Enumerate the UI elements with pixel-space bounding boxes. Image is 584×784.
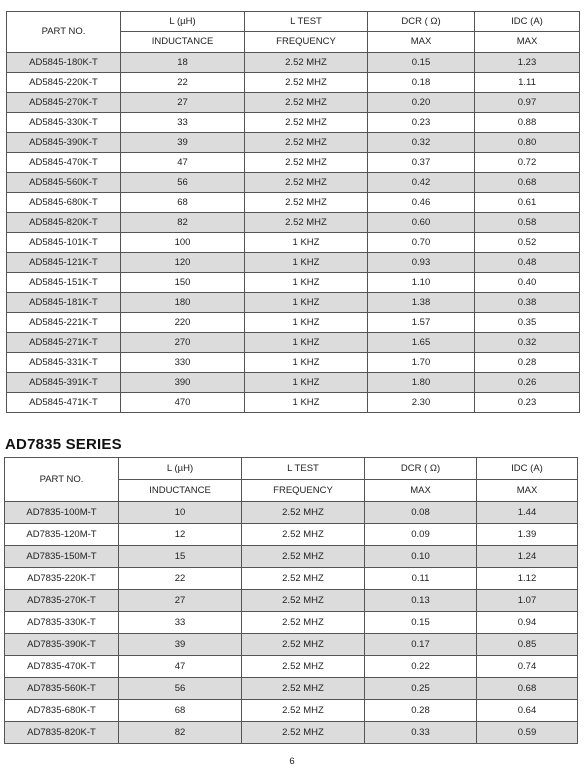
inductance-cell: 39 <box>121 133 245 153</box>
part-no-cell: AD5845-101K-T <box>7 233 121 253</box>
dcr-cell: 0.32 <box>368 133 475 153</box>
dcr-cell: 0.33 <box>365 722 477 744</box>
dcr-cell: 1.70 <box>368 353 475 373</box>
test-frequency-cell: 2.52 MHZ <box>242 656 365 678</box>
test-frequency-cell: 2.52 MHZ <box>245 213 368 233</box>
dcr-cell: 0.37 <box>368 153 475 173</box>
table-row <box>5 612 578 634</box>
inductance-cell: 27 <box>121 93 245 113</box>
part-no-cell: AD5845-180K-T <box>7 53 121 73</box>
test-frequency-cell: 1 KHZ <box>245 313 368 333</box>
table-row <box>7 213 580 233</box>
test-frequency-cell: 2.52 MHZ <box>242 590 365 612</box>
inductance-cell: 47 <box>121 153 245 173</box>
dcr-cell: 1.38 <box>368 293 475 313</box>
inductance-cell: 68 <box>121 193 245 213</box>
test-frequency-cell: 2.52 MHZ <box>242 634 365 656</box>
part-no-cell: AD5845-221K-T <box>7 313 121 333</box>
test-frequency-cell: 2.52 MHZ <box>245 173 368 193</box>
test-frequency-cell: 2.52 MHZ <box>245 193 368 213</box>
table-row <box>5 722 578 744</box>
table-row <box>5 524 578 546</box>
idc-cell: 0.88 <box>475 113 580 133</box>
table-row <box>7 73 580 93</box>
header-idc: IDC (A) <box>477 458 578 480</box>
ad5845-spec-table <box>6 11 580 413</box>
table-body <box>7 53 580 413</box>
dcr-cell: 0.23 <box>368 113 475 133</box>
part-no-cell: AD5845-270K-T <box>7 93 121 113</box>
header-part-no: PART NO. <box>5 458 119 502</box>
table-row <box>7 193 580 213</box>
table-row <box>7 293 580 313</box>
table-row <box>7 153 580 173</box>
inductance-cell: 47 <box>119 656 242 678</box>
inductance-cell: 120 <box>121 253 245 273</box>
inductance-cell: 10 <box>119 502 242 524</box>
test-frequency-cell: 2.52 MHZ <box>242 678 365 700</box>
idc-cell: 1.39 <box>477 524 578 546</box>
table-header <box>7 12 580 53</box>
test-frequency-cell: 1 KHZ <box>245 373 368 393</box>
part-no-cell: AD7835-120M-T <box>5 524 119 546</box>
inductance-cell: 27 <box>119 590 242 612</box>
subheader-frequency: FREQUENCY <box>242 480 365 502</box>
table-row <box>7 393 580 413</box>
part-no-cell: AD5845-271K-T <box>7 333 121 353</box>
dcr-cell: 0.09 <box>365 524 477 546</box>
inductance-cell: 22 <box>119 568 242 590</box>
part-no-cell: AD7835-150M-T <box>5 546 119 568</box>
idc-cell: 0.97 <box>475 93 580 113</box>
table-row <box>7 93 580 113</box>
part-no-cell: AD5845-330K-T <box>7 113 121 133</box>
test-frequency-cell: 2.52 MHZ <box>245 113 368 133</box>
part-no-cell: AD5845-470K-T <box>7 153 121 173</box>
part-no-cell: AD5845-391K-T <box>7 373 121 393</box>
test-frequency-cell: 1 KHZ <box>245 253 368 273</box>
test-frequency-cell: 2.52 MHZ <box>245 53 368 73</box>
idc-cell: 0.52 <box>475 233 580 253</box>
test-frequency-cell: 2.52 MHZ <box>242 524 365 546</box>
dcr-cell: 1.57 <box>368 313 475 333</box>
idc-cell: 1.12 <box>477 568 578 590</box>
idc-cell: 0.23 <box>475 393 580 413</box>
dcr-cell: 0.70 <box>368 233 475 253</box>
subheader-inductance: INDUCTANCE <box>121 32 245 53</box>
inductance-cell: 56 <box>121 173 245 193</box>
subheader-dcr-max: MAX <box>368 32 475 53</box>
idc-cell: 0.28 <box>475 353 580 373</box>
table-row <box>7 253 580 273</box>
table-row <box>7 53 580 73</box>
subheader-inductance: INDUCTANCE <box>119 480 242 502</box>
dcr-cell: 0.11 <box>365 568 477 590</box>
idc-cell: 0.59 <box>477 722 578 744</box>
idc-cell: 1.07 <box>477 590 578 612</box>
test-frequency-cell: 2.52 MHZ <box>245 93 368 113</box>
table-row <box>5 568 578 590</box>
test-frequency-cell: 2.52 MHZ <box>242 546 365 568</box>
dcr-cell: 0.15 <box>368 53 475 73</box>
dcr-cell: 0.46 <box>368 193 475 213</box>
dcr-cell: 0.60 <box>368 213 475 233</box>
table-row <box>7 113 580 133</box>
dcr-cell: 0.28 <box>365 700 477 722</box>
test-frequency-cell: 2.52 MHZ <box>245 153 368 173</box>
idc-cell: 0.61 <box>475 193 580 213</box>
table-row <box>7 313 580 333</box>
inductance-cell: 39 <box>119 634 242 656</box>
idc-cell: 0.80 <box>475 133 580 153</box>
part-no-cell: AD7835-330K-T <box>5 612 119 634</box>
table-header <box>5 458 578 502</box>
part-no-cell: AD7835-560K-T <box>5 678 119 700</box>
test-frequency-cell: 2.52 MHZ <box>242 568 365 590</box>
table-row <box>7 173 580 193</box>
part-no-cell: AD7835-390K-T <box>5 634 119 656</box>
part-no-cell: AD5845-220K-T <box>7 73 121 93</box>
idc-cell: 0.32 <box>475 333 580 353</box>
test-frequency-cell: 1 KHZ <box>245 333 368 353</box>
dcr-cell: 1.65 <box>368 333 475 353</box>
idc-cell: 0.40 <box>475 273 580 293</box>
inductance-cell: 15 <box>119 546 242 568</box>
part-no-cell: AD5845-680K-T <box>7 193 121 213</box>
test-frequency-cell: 1 KHZ <box>245 393 368 413</box>
test-frequency-cell: 2.52 MHZ <box>242 700 365 722</box>
part-no-cell: AD5845-390K-T <box>7 133 121 153</box>
dcr-cell: 0.93 <box>368 253 475 273</box>
test-frequency-cell: 1 KHZ <box>245 293 368 313</box>
dcr-cell: 0.42 <box>368 173 475 193</box>
inductance-cell: 33 <box>119 612 242 634</box>
inductance-cell: 470 <box>121 393 245 413</box>
subheader-frequency: FREQUENCY <box>245 32 368 53</box>
test-frequency-cell: 2.52 MHZ <box>245 133 368 153</box>
inductance-cell: 68 <box>119 700 242 722</box>
part-no-cell: AD7835-270K-T <box>5 590 119 612</box>
dcr-cell: 0.20 <box>368 93 475 113</box>
part-no-cell: AD5845-151K-T <box>7 273 121 293</box>
idc-cell: 0.35 <box>475 313 580 333</box>
table-row <box>5 590 578 612</box>
inductance-cell: 330 <box>121 353 245 373</box>
test-frequency-cell: 2.52 MHZ <box>245 73 368 93</box>
inductance-cell: 22 <box>121 73 245 93</box>
inductance-cell: 220 <box>121 313 245 333</box>
dcr-cell: 1.80 <box>368 373 475 393</box>
part-no-cell: AD7835-220K-T <box>5 568 119 590</box>
part-no-cell: AD7835-470K-T <box>5 656 119 678</box>
dcr-cell: 0.08 <box>365 502 477 524</box>
test-frequency-cell: 2.52 MHZ <box>242 502 365 524</box>
inductance-cell: 18 <box>121 53 245 73</box>
part-no-cell: AD5845-331K-T <box>7 353 121 373</box>
inductance-cell: 150 <box>121 273 245 293</box>
idc-cell: 1.24 <box>477 546 578 568</box>
inductance-cell: 100 <box>121 233 245 253</box>
part-no-cell: AD7835-100M-T <box>5 502 119 524</box>
header-part-no: PART NO. <box>7 12 121 53</box>
table-row <box>5 700 578 722</box>
dcr-cell: 1.10 <box>368 273 475 293</box>
idc-cell: 1.44 <box>477 502 578 524</box>
part-no-cell: AD7835-680K-T <box>5 700 119 722</box>
idc-cell: 0.94 <box>477 612 578 634</box>
subheader-idc-max: MAX <box>475 32 580 53</box>
inductance-cell: 180 <box>121 293 245 313</box>
idc-cell: 0.64 <box>477 700 578 722</box>
idc-cell: 0.68 <box>477 678 578 700</box>
header-inductance: L (µH) <box>119 458 242 480</box>
table-row <box>5 678 578 700</box>
dcr-cell: 0.25 <box>365 678 477 700</box>
dcr-cell: 2.30 <box>368 393 475 413</box>
header-dcr: DCR ( Ω) <box>368 12 475 32</box>
header-idc: IDC (A) <box>475 12 580 32</box>
part-no-cell: AD5845-820K-T <box>7 213 121 233</box>
table-body <box>5 502 578 744</box>
test-frequency-cell: 2.52 MHZ <box>242 612 365 634</box>
table-row <box>7 333 580 353</box>
table-row <box>5 546 578 568</box>
dcr-cell: 0.22 <box>365 656 477 678</box>
dcr-cell: 0.10 <box>365 546 477 568</box>
idc-cell: 0.85 <box>477 634 578 656</box>
part-no-cell: AD5845-560K-T <box>7 173 121 193</box>
header-dcr: DCR ( Ω) <box>365 458 477 480</box>
inductance-cell: 270 <box>121 333 245 353</box>
test-frequency-cell: 2.52 MHZ <box>242 722 365 744</box>
table-row <box>7 273 580 293</box>
series-title: AD7835 SERIES <box>5 436 122 453</box>
page-number: 6 <box>289 756 295 767</box>
idc-cell: 0.26 <box>475 373 580 393</box>
test-frequency-cell: 1 KHZ <box>245 233 368 253</box>
header-inductance: L (µH) <box>121 12 245 32</box>
table-row <box>7 133 580 153</box>
inductance-cell: 82 <box>121 213 245 233</box>
inductance-cell: 390 <box>121 373 245 393</box>
idc-cell: 0.74 <box>477 656 578 678</box>
subheader-dcr-max: MAX <box>365 480 477 502</box>
table-row <box>5 502 578 524</box>
table-row <box>7 373 580 393</box>
header-l-test: L TEST <box>242 458 365 480</box>
idc-cell: 0.72 <box>475 153 580 173</box>
table-row <box>7 233 580 253</box>
part-no-cell: AD5845-121K-T <box>7 253 121 273</box>
dcr-cell: 0.13 <box>365 590 477 612</box>
table-row <box>5 656 578 678</box>
inductance-cell: 12 <box>119 524 242 546</box>
idc-cell: 0.58 <box>475 213 580 233</box>
inductance-cell: 82 <box>119 722 242 744</box>
idc-cell: 1.23 <box>475 53 580 73</box>
test-frequency-cell: 1 KHZ <box>245 273 368 293</box>
idc-cell: 1.11 <box>475 73 580 93</box>
dcr-cell: 0.15 <box>365 612 477 634</box>
table-row <box>5 634 578 656</box>
dcr-cell: 0.17 <box>365 634 477 656</box>
table-row <box>7 353 580 373</box>
inductance-cell: 56 <box>119 678 242 700</box>
dcr-cell: 0.18 <box>368 73 475 93</box>
idc-cell: 0.38 <box>475 293 580 313</box>
subheader-idc-max: MAX <box>477 480 578 502</box>
ad7835-spec-table <box>4 457 578 744</box>
idc-cell: 0.48 <box>475 253 580 273</box>
test-frequency-cell: 1 KHZ <box>245 353 368 373</box>
part-no-cell: AD5845-471K-T <box>7 393 121 413</box>
header-l-test: L TEST <box>245 12 368 32</box>
idc-cell: 0.68 <box>475 173 580 193</box>
part-no-cell: AD5845-181K-T <box>7 293 121 313</box>
inductance-cell: 33 <box>121 113 245 133</box>
part-no-cell: AD7835-820K-T <box>5 722 119 744</box>
